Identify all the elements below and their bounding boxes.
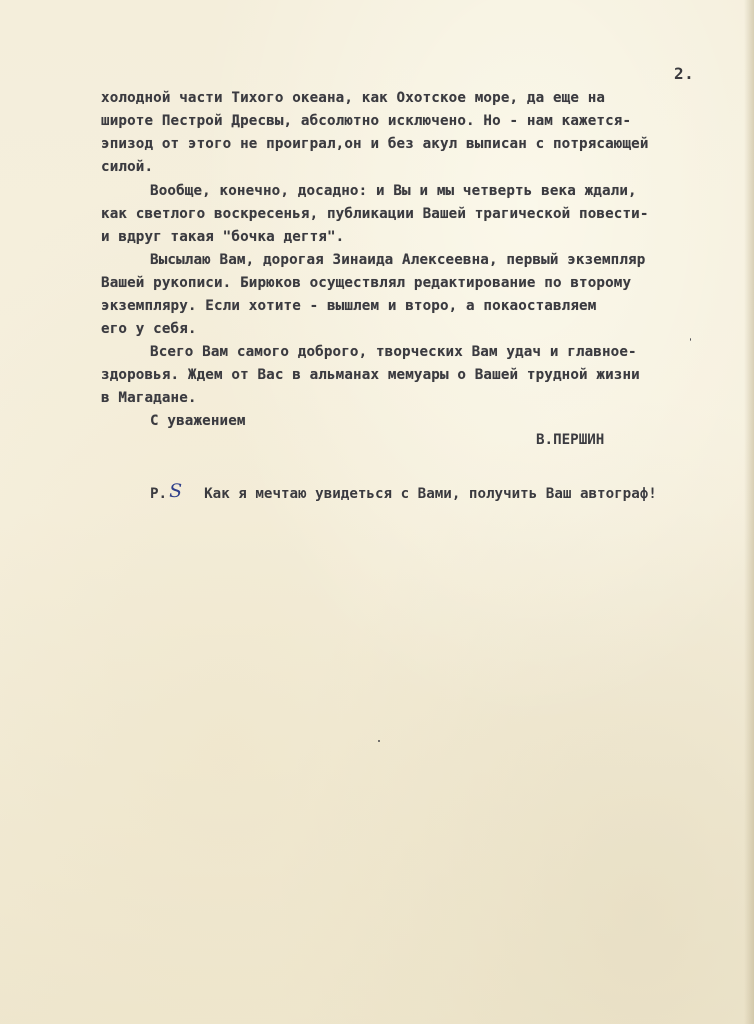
paper-speck xyxy=(378,740,380,742)
postscript-mark: P. xyxy=(150,486,168,502)
handwritten-s: S xyxy=(169,480,183,502)
postscript-text: Как я мечтаю увидеться с Вами, получить Ваш автограф! xyxy=(204,486,657,502)
letter-line: Вашей рукописи. Бирюков осуществлял редактирование по второму xyxy=(101,275,632,291)
closing-line: С уважением xyxy=(150,413,246,429)
postscript xyxy=(150,481,657,503)
letter-line: холодной части Тихого океана, как Охотское море, да еще на xyxy=(101,90,606,106)
letter-line: здоровья. Ждем от Вас в альманах мемуары о Вашей трудной жизни xyxy=(101,367,640,383)
letter-line: Всего Вам самого доброго, творческих Вам удач и главное- xyxy=(150,344,637,360)
letter-line: Высылаю Вам, дорогая Зинаида Алексеевна, первый экземпляр xyxy=(150,252,646,268)
letter-line: его у себя. xyxy=(101,321,197,337)
signature: В.ПЕРШИН xyxy=(536,432,605,448)
letter-line: широте Пестрой Дресвы, абсолютно исключено. Но - нам кажется- xyxy=(101,113,632,129)
page-number: 2. xyxy=(674,64,695,83)
letter-line: как светлого воскресенья, публикации Вашей трагической повести- xyxy=(101,206,649,222)
letter-line: и вдруг такая "бочка дегтя". xyxy=(101,229,345,245)
letter-line: эпизод от этого не проиграл,он и без акул выписан с потрясающей xyxy=(101,136,649,152)
letter-line: в Магадане. xyxy=(101,390,197,406)
paper-speck xyxy=(690,338,691,341)
letter-line: экземпляру. Если хотите - вышлем и второ, а покаоставляем xyxy=(101,298,597,314)
letter-line: силой. xyxy=(101,159,154,175)
letter-line: Вообще, конечно, досадно: и Вы и мы четверть века ждали, xyxy=(150,183,637,199)
